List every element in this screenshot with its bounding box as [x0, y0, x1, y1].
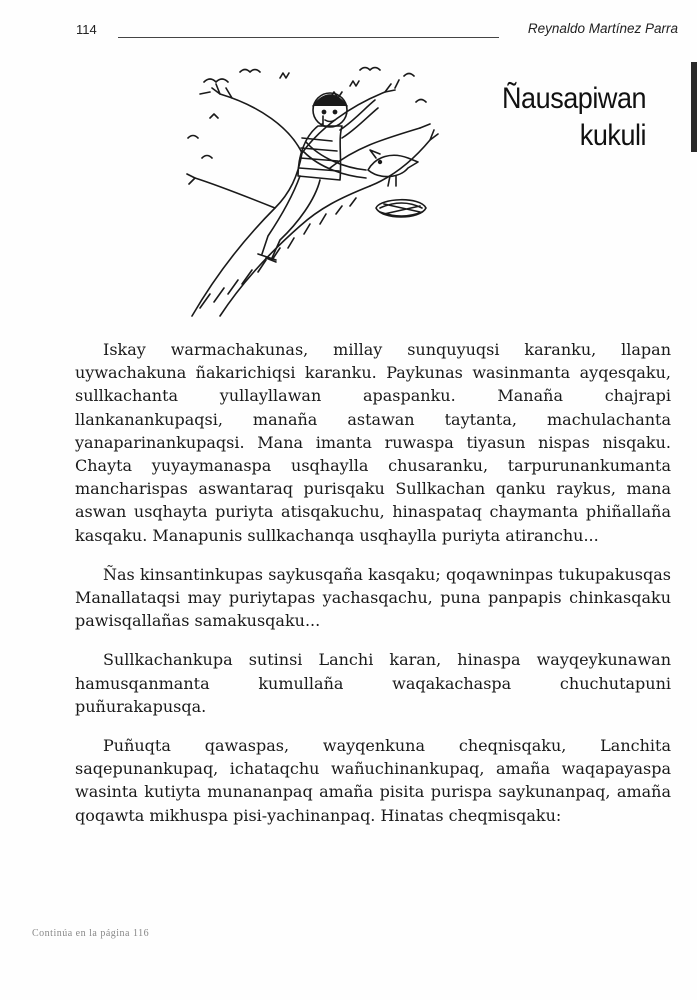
header-rule — [118, 37, 499, 38]
tree-with-boy-and-bird-icon — [180, 58, 442, 320]
paragraph-2: Ñas kinsantinkupas saykusqaña kasqaku; qoqawninpas tukupakusqas Manallataqsi may puriytapas yachasqachu, puna panpapis chinkasqaku pawisqallañas samakusqaku... — [75, 564, 671, 631]
page-header — [0, 14, 697, 44]
story-title-line-1: Ñausapiwan — [501, 82, 646, 115]
story-title — [502, 80, 646, 154]
story-title-line-2: kukuli — [579, 119, 646, 152]
story-body — [75, 338, 671, 843]
page-edge-mark — [691, 62, 697, 152]
running-head-author: Reynaldo Martínez Parra — [527, 21, 678, 36]
paragraph-4: Puñuqta qawaspas, wayqenkuna cheqnisqaku, Lanchita saqepunankupaq, ichataqchu wañuchinankupaq, amaña waqapayaspa wasinta kutiyta munananpaq amaña pisita purispa saykunanpaq, amaña qoqawta mikhuspa pisi-yachinanpaq. Hinatas cheqmisqaku: — [75, 736, 671, 825]
continuation-note: Continúa en la página 116 — [32, 928, 150, 939]
paragraph-1: Iskay warmachakunas, millay sunquyuqsi karanku, llapan uywachakuna ñakarichiqsi karanku. Paykunas wasinmanta ayqesqaku, sullkachanta yullayllawan apaspanku. Manaña chajrapi llankanankupaqsi, manaña astawan taytanta, machulachanta yanaparinankupaqsi. Mana imanta ruwaspa tiyasun nispas nisqaku. Chayta yuyaymanaspa usqhaylla chusaranku, tarpurunankumanta mancharispas aswantaraq purisqaku Sullkachan qanku raykus, mana aswan usqhayta puriyta atisqakuchu, hinaspataq chaymanta phiñallaña kasqaku. Manapunis sullkachanqa usqhaylla puriyta atiranchu... — [75, 340, 671, 545]
paragraph-3: Sullkachankupa sutinsi Lanchi karan, hinaspa wayqeykunawan hamusqanmanta kumullaña waqakachaspa chuchutapuni puñurakapusqa. — [75, 650, 671, 716]
page-number: 114 — [76, 22, 97, 37]
